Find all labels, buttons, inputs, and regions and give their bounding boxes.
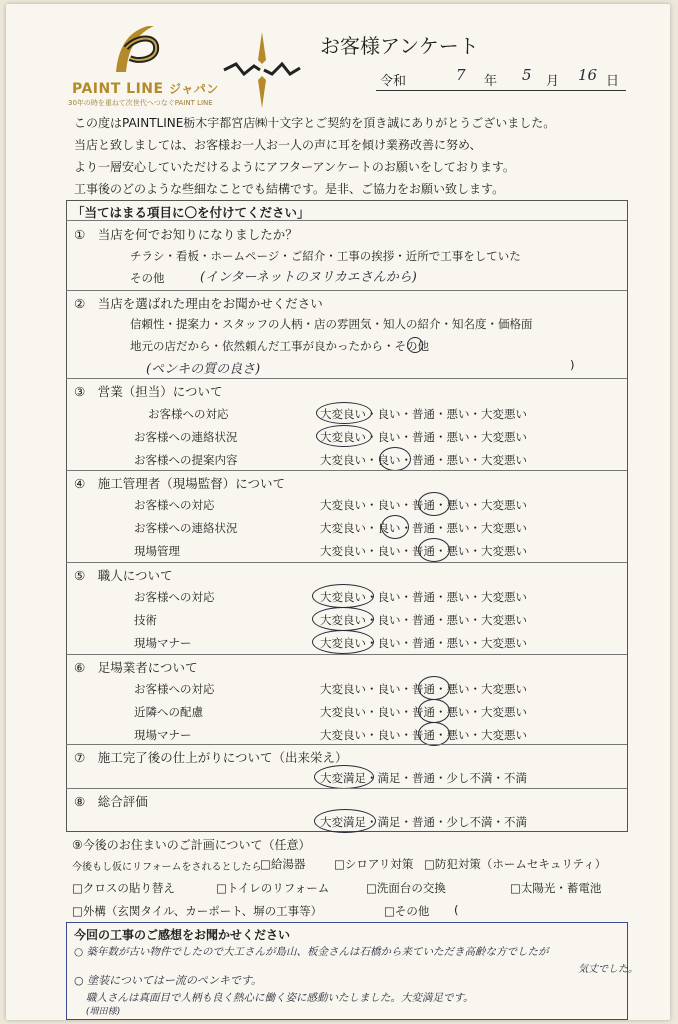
q3-rating-2-circle	[316, 425, 372, 447]
comments-title: 今回の工事のご感想をお聞かせください	[74, 928, 291, 942]
q1-other-answer: (インターネットのヌリカエさんから)	[200, 270, 417, 285]
q4-rating-2: 大変良い・良い・普通・悪い・大変悪い	[320, 521, 527, 535]
jumonji-cross-icon	[222, 30, 302, 110]
q6-item-1: お客様への対応	[134, 682, 215, 696]
q8-answer-circle	[314, 809, 376, 833]
q4-rating-2-circle	[381, 515, 409, 539]
page-title: お客様アンケート	[320, 34, 479, 58]
q4-rating-1-circle	[418, 492, 450, 516]
q6-title: ⑥ 足場業者について	[74, 660, 198, 675]
q3-item-3: お客様への提案内容	[134, 453, 238, 467]
q5-rating-1: 大変良い・良い・普通・悪い・大変悪い	[320, 590, 527, 604]
q5-item-3: 現場マナー	[134, 636, 192, 650]
q3-rating-3: 大変良い・良い・普通・悪い・大変悪い	[320, 453, 527, 467]
q3-rating-1: 大変良い・良い・普通・悪い・大変悪い	[320, 407, 527, 421]
q9-option-wallpaper[interactable]: □クロスの貼り替え	[72, 881, 175, 895]
q2-options-line1: 信頼性・提案力・スタッフの人柄・店の雰囲気・知人の紹介・知名度・価格面	[130, 317, 533, 331]
q7-title: ⑦ 施工完了後の仕上がりについて（出来栄え）	[74, 750, 348, 765]
q5-rating-1-circle	[312, 584, 374, 608]
q1-options: チラシ・看板・ホームページ・ご紹介・工事の挨拶・近所で工事をしていた	[130, 249, 521, 263]
q5-rating-2: 大変良い・良い・普通・悪い・大変悪い	[320, 613, 527, 627]
q5-rating-3-circle	[312, 630, 374, 654]
q9-option-other[interactable]: □その他	[384, 904, 430, 918]
intro-line-1: この度はPAINTLINE栃木宇都宮店㈱十文字とご契約を頂き誠にありがとうございました。	[74, 116, 556, 130]
comment-line-2: ○ 塗装についてはー流のペンキです。	[74, 974, 262, 987]
q4-item-2: お客様への連絡状況	[134, 521, 238, 535]
q9-option-toilet[interactable]: □トイレのリフォーム	[216, 881, 330, 895]
q9-title: ⑨今後のお住まいのご計画について（任意）	[72, 838, 311, 852]
q3-item-1: お客様への対応	[148, 407, 229, 421]
q9-option-washbasin[interactable]: □洗面台の交換	[366, 881, 446, 895]
q9-option-exterior[interactable]: □外構（玄関タイル、カーポート、塀の工事等）	[72, 904, 323, 918]
q1-other-label: その他	[130, 271, 165, 285]
q6-rating-3-circle	[418, 722, 450, 746]
date-day-unit: 日	[606, 74, 620, 89]
q3-rating-2: 大変良い・良い・普通・悪い・大変悪い	[320, 430, 527, 444]
q3-title: ③ 営業（担当）について	[74, 384, 223, 399]
q2-answer: (ペンキの質の良さ)	[146, 362, 261, 377]
q6-rating-1: 大変良い・良い・普通・悪い・大変悪い	[320, 682, 527, 696]
q3-rating-3-circle	[379, 447, 411, 471]
q9-option-security[interactable]: □防犯対策（ホームセキュリティ）	[424, 857, 607, 871]
q4-title: ④ 施工管理者（現場監督）について	[74, 476, 285, 491]
q2-answer-close: )	[570, 358, 575, 372]
q6-rating-1-circle	[418, 676, 450, 700]
q5-rating-2-circle	[312, 607, 374, 631]
q2-answer-circle	[407, 337, 423, 353]
q7-answer-circle	[314, 765, 374, 789]
q3-item-2: お客様への連絡状況	[134, 430, 238, 444]
q4-item-1: お客様への対応	[134, 498, 215, 512]
q3-rating-1-circle	[316, 402, 372, 424]
q8-scale: 大変満足・満足・普通・少し不満・不満	[320, 815, 527, 829]
q4-rating-3-circle	[418, 538, 450, 562]
q9-option-other-paren: (	[454, 903, 459, 917]
q9-option-solar[interactable]: □太陽光・蓄電池	[510, 881, 602, 895]
logo-name: PAINT LINE ジャパン	[72, 81, 219, 97]
q4-rating-1: 大変良い・良い・普通・悪い・大変悪い	[320, 498, 527, 512]
paintline-logo-icon	[96, 20, 166, 82]
comment-line-3: 職人さんは真面目で人柄も良く熱心に働く姿に感動いたしました。大変満足です。	[86, 992, 474, 1004]
date-month: 5	[522, 66, 532, 84]
q4-rating-3: 大変良い・良い・普通・悪い・大変悪い	[320, 544, 527, 558]
q9-lead: 今後もし仮にリフォームをされるとしたら	[72, 862, 262, 873]
q9-option-water-heater[interactable]: □給湯器	[260, 857, 306, 871]
q8-title: ⑧ 総合評価	[74, 794, 148, 809]
intro-line-4: 工事後のどのような些細なことでも結構です。是非、ご協力をお願い致します。	[74, 182, 505, 196]
q2-title: ② 当店を選ばれた理由をお聞かせください	[74, 296, 323, 311]
date-day: 16	[578, 66, 598, 84]
q4-item-3: 現場管理	[134, 544, 180, 558]
q5-rating-3: 大変良い・良い・普通・悪い・大変悪い	[320, 636, 527, 650]
date-year: 7	[456, 66, 466, 84]
q9-option-termite[interactable]: □シロアリ対策	[334, 857, 414, 871]
intro-line-3: より一層安心していただけるようにアフターアンケートのお願いをしております。	[74, 160, 515, 174]
date-month-unit: 月	[546, 74, 560, 89]
q5-item-2: 技術	[134, 613, 157, 627]
date-era: 令和	[380, 74, 407, 89]
comment-line-1b: 気丈でした。	[578, 964, 638, 975]
q6-item-3: 現場マナー	[134, 728, 192, 742]
q2-options-line2: 地元の店だから・依然頼んだ工事が良かったから・その他	[130, 339, 429, 353]
q6-item-2: 近隣への配慮	[134, 705, 203, 719]
comment-line-4: (増田様)	[86, 1007, 121, 1017]
comment-line-1: ○ 築年数が古い物件でしたので大工さんが島山、板金さんは石橋から来ていただき高齢な方でしたが	[74, 946, 549, 958]
intro-line-2: 当店と致しましては、お客様お一人お一人の声に耳を傾け業務改善に努め、	[74, 138, 482, 152]
date-year-unit: 年	[484, 74, 498, 89]
q5-title: ⑤ 職人について	[74, 568, 173, 583]
q6-rating-2: 大変良い・良い・普通・悪い・大変悪い	[320, 705, 527, 719]
q1-title: ① 当店を何でお知りになりましたか？	[74, 227, 298, 242]
q6-rating-3: 大変良い・良い・普通・悪い・大変悪い	[320, 728, 527, 742]
logo-tagline: 30年の時を重ねて次世代へつなぐPAINT LINE	[68, 99, 213, 107]
q5-item-1: お客様への対応	[134, 590, 215, 604]
q7-scale: 大変満足・満足・普通・少し不満・不満	[320, 771, 527, 785]
instruction: 「当てはまる項目に〇を付けてください」	[72, 205, 310, 220]
q6-rating-2-circle	[418, 699, 450, 723]
